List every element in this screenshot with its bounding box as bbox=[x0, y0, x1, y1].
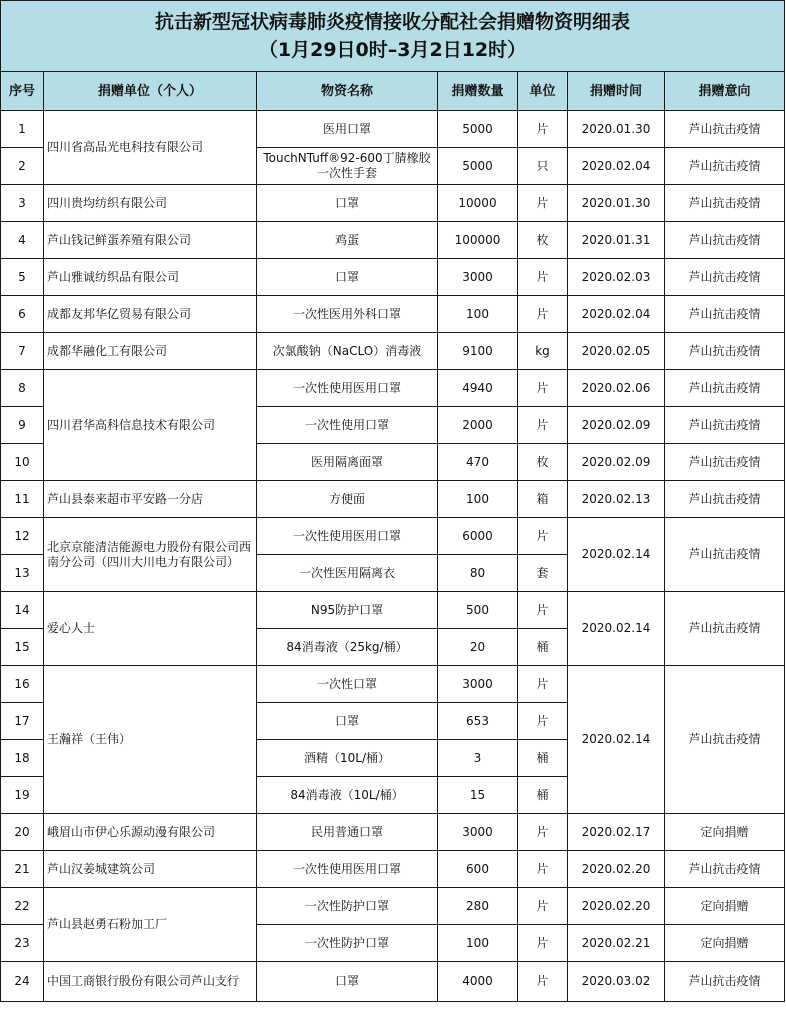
donation-purpose: 芦山抗击疫情 bbox=[665, 592, 785, 666]
donation-purpose: 芦山抗击疫情 bbox=[665, 481, 785, 518]
donation-date: 2020.02.17 bbox=[568, 814, 665, 851]
donation-date: 2020.01.31 bbox=[568, 222, 665, 259]
donation-date: 2020.02.03 bbox=[568, 259, 665, 296]
row-number: 24 bbox=[1, 962, 44, 1002]
quantity: 100 bbox=[438, 925, 518, 962]
row-number: 19 bbox=[1, 777, 44, 814]
item-name: 一次性使用医用口罩 bbox=[257, 370, 438, 407]
table-row bbox=[1, 814, 785, 851]
unit: 片 bbox=[518, 592, 568, 629]
donation-date: 2020.02.09 bbox=[568, 407, 665, 444]
quantity: 3000 bbox=[438, 666, 518, 703]
quantity: 9100 bbox=[438, 333, 518, 370]
row-number: 22 bbox=[1, 888, 44, 925]
table-title bbox=[1, 1, 785, 72]
item-name: N95防护口罩 bbox=[257, 592, 438, 629]
donation-date: 2020.02.13 bbox=[568, 481, 665, 518]
donor-name: 芦山钱记鲜蛋养殖有限公司 bbox=[44, 222, 257, 259]
item-name: 84消毒液（25kg/桶） bbox=[257, 629, 438, 666]
quantity: 653 bbox=[438, 703, 518, 740]
donor-name: 中国工商银行股份有限公司芦山支行 bbox=[44, 962, 257, 1002]
row-number: 16 bbox=[1, 666, 44, 703]
quantity: 3000 bbox=[438, 814, 518, 851]
unit: 片 bbox=[518, 925, 568, 962]
quantity: 2000 bbox=[438, 407, 518, 444]
table-row bbox=[1, 333, 785, 370]
item-name: 一次性使用口罩 bbox=[257, 407, 438, 444]
quantity: 100 bbox=[438, 296, 518, 333]
item-name: 医用口罩 bbox=[257, 111, 438, 148]
table-row bbox=[1, 481, 785, 518]
item-name: 口罩 bbox=[257, 259, 438, 296]
donation-date: 2020.02.14 bbox=[568, 518, 665, 592]
quantity: 470 bbox=[438, 444, 518, 481]
item-name: 民用普通口罩 bbox=[257, 814, 438, 851]
donor-name: 四川君华高科信息技术有限公司 bbox=[44, 370, 257, 481]
table-row bbox=[1, 592, 785, 629]
row-number: 17 bbox=[1, 703, 44, 740]
unit: 桶 bbox=[518, 740, 568, 777]
item-name: 鸡蛋 bbox=[257, 222, 438, 259]
donation-purpose: 定向捐赠 bbox=[665, 814, 785, 851]
donation-date: 2020.01.30 bbox=[568, 185, 665, 222]
item-name: 84消毒液（10L/桶） bbox=[257, 777, 438, 814]
quantity: 600 bbox=[438, 851, 518, 888]
donor-name: 北京京能清洁能源电力股份有限公司西南分公司（四川大川电力有限公司） bbox=[44, 518, 257, 592]
header-qty: 捐赠数量 bbox=[438, 72, 518, 111]
table-row bbox=[1, 518, 785, 555]
unit: 片 bbox=[518, 259, 568, 296]
row-number: 23 bbox=[1, 925, 44, 962]
donation-purpose: 芦山抗击疫情 bbox=[665, 222, 785, 259]
unit: 片 bbox=[518, 962, 568, 1002]
donation-purpose: 芦山抗击疫情 bbox=[665, 148, 785, 185]
donor-name: 成都华融化工有限公司 bbox=[44, 333, 257, 370]
donor-name: 芦山雅诚纺织品有限公司 bbox=[44, 259, 257, 296]
donation-purpose: 定向捐赠 bbox=[665, 888, 785, 925]
unit: 片 bbox=[518, 666, 568, 703]
table-row bbox=[1, 111, 785, 148]
item-name: TouchNTuff®92-600丁腈橡胶一次性手套 bbox=[257, 148, 438, 185]
unit: 枚 bbox=[518, 222, 568, 259]
quantity: 100000 bbox=[438, 222, 518, 259]
item-name: 一次性口罩 bbox=[257, 666, 438, 703]
unit: 片 bbox=[518, 814, 568, 851]
unit: 片 bbox=[518, 851, 568, 888]
unit: 片 bbox=[518, 111, 568, 148]
header-unit: 单位 bbox=[518, 72, 568, 111]
quantity: 15 bbox=[438, 777, 518, 814]
table-row bbox=[1, 962, 785, 1002]
donor-name: 成都友邦华亿贸易有限公司 bbox=[44, 296, 257, 333]
unit: 片 bbox=[518, 370, 568, 407]
item-name: 一次性防护口罩 bbox=[257, 925, 438, 962]
donor-name: 爱心人士 bbox=[44, 592, 257, 666]
table-row bbox=[1, 259, 785, 296]
table-row bbox=[1, 296, 785, 333]
quantity: 3000 bbox=[438, 259, 518, 296]
donation-date: 2020.03.02 bbox=[568, 962, 665, 1002]
unit: kg bbox=[518, 333, 568, 370]
row-number: 7 bbox=[1, 333, 44, 370]
row-number: 15 bbox=[1, 629, 44, 666]
item-name: 口罩 bbox=[257, 703, 438, 740]
row-number: 11 bbox=[1, 481, 44, 518]
item-name: 一次性使用医用口罩 bbox=[257, 851, 438, 888]
item-name: 医用隔离面罩 bbox=[257, 444, 438, 481]
title-line-1: 抗击新型冠状病毒肺炎疫情接收分配社会捐赠物资明细表 bbox=[155, 11, 631, 33]
unit: 片 bbox=[518, 518, 568, 555]
donation-purpose: 芦山抗击疫情 bbox=[665, 962, 785, 1002]
donation-date: 2020.02.20 bbox=[568, 888, 665, 925]
quantity: 280 bbox=[438, 888, 518, 925]
header-no: 序号 bbox=[1, 72, 44, 111]
donor-name: 芦山县赵勇石粉加工厂 bbox=[44, 888, 257, 962]
donation-date: 2020.02.05 bbox=[568, 333, 665, 370]
quantity: 6000 bbox=[438, 518, 518, 555]
item-name: 方便面 bbox=[257, 481, 438, 518]
header-donor: 捐赠单位（个人） bbox=[44, 72, 257, 111]
donation-purpose: 芦山抗击疫情 bbox=[665, 666, 785, 814]
unit: 片 bbox=[518, 888, 568, 925]
quantity: 80 bbox=[438, 555, 518, 592]
row-number: 14 bbox=[1, 592, 44, 629]
header-purpose: 捐赠意向 bbox=[665, 72, 785, 111]
title-line-2: （1月29日0时–3月2日12时） bbox=[258, 39, 527, 61]
table-row bbox=[1, 888, 785, 925]
table-row bbox=[1, 222, 785, 259]
donation-purpose: 芦山抗击疫情 bbox=[665, 185, 785, 222]
donation-date: 2020.02.21 bbox=[568, 925, 665, 962]
quantity: 4940 bbox=[438, 370, 518, 407]
row-number: 1 bbox=[1, 111, 44, 148]
row-number: 20 bbox=[1, 814, 44, 851]
donation-purpose: 芦山抗击疫情 bbox=[665, 333, 785, 370]
donation-purpose: 芦山抗击疫情 bbox=[665, 851, 785, 888]
quantity: 3 bbox=[438, 740, 518, 777]
row-number: 12 bbox=[1, 518, 44, 555]
title-row bbox=[1, 1, 785, 72]
quantity: 5000 bbox=[438, 111, 518, 148]
table-row bbox=[1, 851, 785, 888]
donor-name: 芦山县泰来超市平安路一分店 bbox=[44, 481, 257, 518]
donation-purpose: 芦山抗击疫情 bbox=[665, 518, 785, 592]
donor-name: 四川省高品光电科技有限公司 bbox=[44, 111, 257, 185]
item-name: 酒精（10L/桶） bbox=[257, 740, 438, 777]
donation-purpose: 定向捐赠 bbox=[665, 925, 785, 962]
quantity: 5000 bbox=[438, 148, 518, 185]
unit: 片 bbox=[518, 407, 568, 444]
header-item: 物资名称 bbox=[257, 72, 438, 111]
donor-name: 芦山汉姜城建筑公司 bbox=[44, 851, 257, 888]
item-name: 一次性医用隔离衣 bbox=[257, 555, 438, 592]
row-number: 13 bbox=[1, 555, 44, 592]
donation-purpose: 芦山抗击疫情 bbox=[665, 407, 785, 444]
unit: 片 bbox=[518, 703, 568, 740]
donor-name: 四川贵均纺织有限公司 bbox=[44, 185, 257, 222]
item-name: 次氯酸钠（NaCLO）消毒液 bbox=[257, 333, 438, 370]
header-date: 捐赠时间 bbox=[568, 72, 665, 111]
donation-date: 2020.02.14 bbox=[568, 592, 665, 666]
row-number: 5 bbox=[1, 259, 44, 296]
donation-date: 2020.02.20 bbox=[568, 851, 665, 888]
donation-purpose: 芦山抗击疫情 bbox=[665, 370, 785, 407]
unit: 桶 bbox=[518, 777, 568, 814]
donation-date: 2020.02.04 bbox=[568, 148, 665, 185]
unit: 套 bbox=[518, 555, 568, 592]
donation-purpose: 芦山抗击疫情 bbox=[665, 111, 785, 148]
unit: 箱 bbox=[518, 481, 568, 518]
unit: 片 bbox=[518, 185, 568, 222]
row-number: 21 bbox=[1, 851, 44, 888]
donor-name: 峨眉山市伊心乐源动漫有限公司 bbox=[44, 814, 257, 851]
row-number: 10 bbox=[1, 444, 44, 481]
item-name: 口罩 bbox=[257, 185, 438, 222]
row-number: 2 bbox=[1, 148, 44, 185]
quantity: 4000 bbox=[438, 962, 518, 1002]
donation-date: 2020.02.04 bbox=[568, 296, 665, 333]
quantity: 100 bbox=[438, 481, 518, 518]
table-row bbox=[1, 370, 785, 407]
table-row bbox=[1, 185, 785, 222]
quantity: 20 bbox=[438, 629, 518, 666]
unit: 枚 bbox=[518, 444, 568, 481]
donation-date: 2020.02.06 bbox=[568, 370, 665, 407]
row-number: 3 bbox=[1, 185, 44, 222]
donation-purpose: 芦山抗击疫情 bbox=[665, 259, 785, 296]
unit: 桶 bbox=[518, 629, 568, 666]
donation-date: 2020.02.09 bbox=[568, 444, 665, 481]
quantity: 500 bbox=[438, 592, 518, 629]
item-name: 一次性使用医用口罩 bbox=[257, 518, 438, 555]
header-row bbox=[1, 72, 785, 111]
donation-purpose: 芦山抗击疫情 bbox=[665, 296, 785, 333]
row-number: 6 bbox=[1, 296, 44, 333]
item-name: 口罩 bbox=[257, 962, 438, 1002]
row-number: 9 bbox=[1, 407, 44, 444]
table-row bbox=[1, 666, 785, 703]
item-name: 一次性医用外科口罩 bbox=[257, 296, 438, 333]
item-name: 一次性防护口罩 bbox=[257, 888, 438, 925]
row-number: 4 bbox=[1, 222, 44, 259]
donation-purpose: 芦山抗击疫情 bbox=[665, 444, 785, 481]
donation-date: 2020.01.30 bbox=[568, 111, 665, 148]
unit: 只 bbox=[518, 148, 568, 185]
unit: 片 bbox=[518, 296, 568, 333]
donation-date: 2020.02.14 bbox=[568, 666, 665, 814]
donor-name: 王瀚祥（王伟） bbox=[44, 666, 257, 814]
quantity: 10000 bbox=[438, 185, 518, 222]
row-number: 18 bbox=[1, 740, 44, 777]
row-number: 8 bbox=[1, 370, 44, 407]
